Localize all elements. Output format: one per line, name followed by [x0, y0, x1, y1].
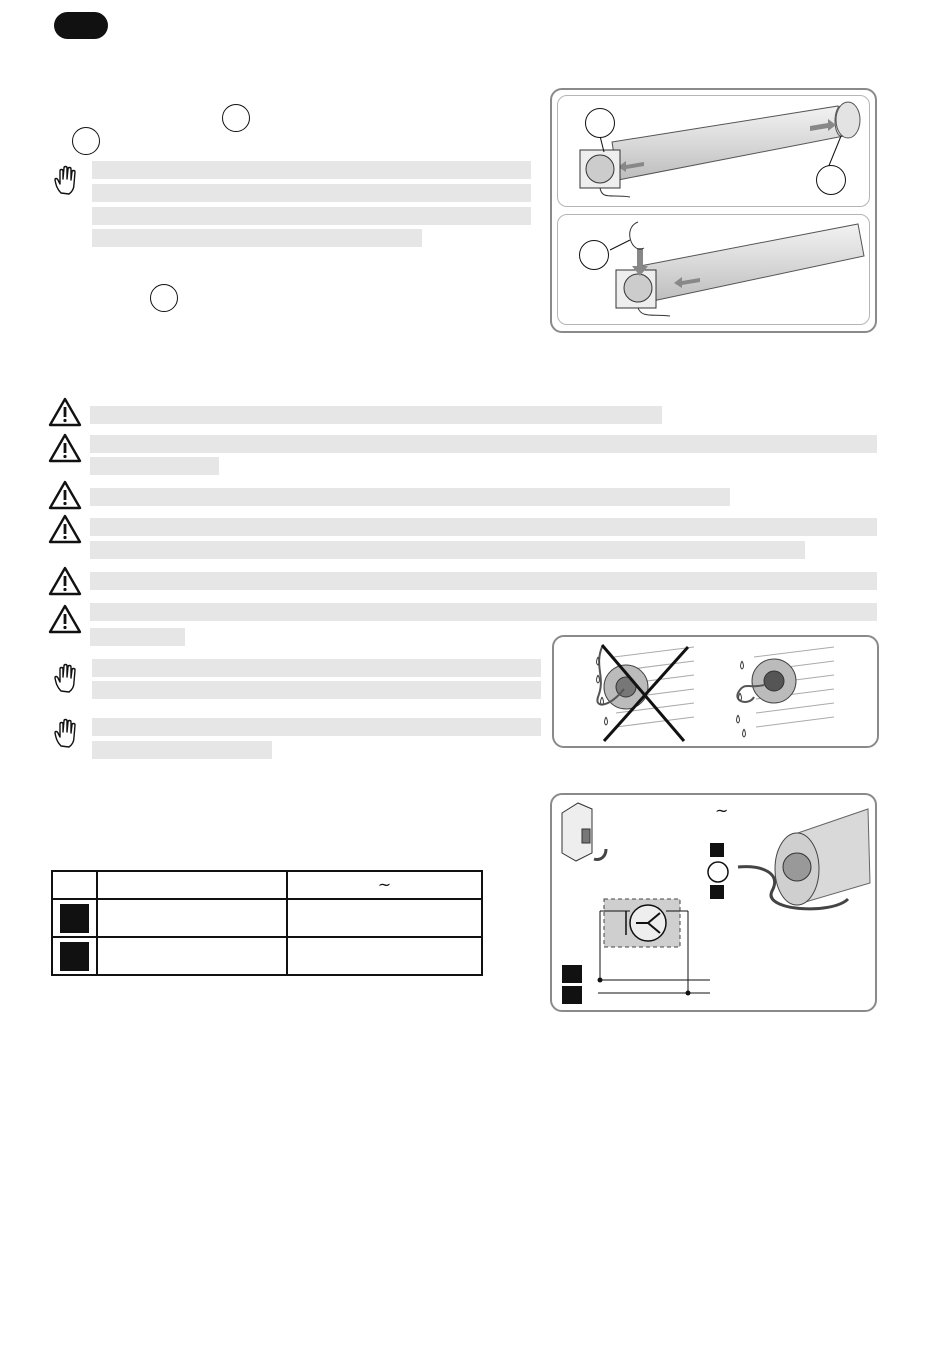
drip-loop-illustration [554, 637, 881, 750]
table-row [52, 937, 482, 975]
text-line [92, 161, 531, 179]
callout-circle [222, 104, 250, 132]
warning-triangle-icon [48, 604, 82, 634]
text-line [92, 207, 531, 225]
table-header-cell [97, 871, 287, 899]
text-line [90, 628, 185, 646]
wiring-illustration [552, 795, 879, 1014]
text-line [92, 229, 422, 247]
text-line [90, 435, 877, 453]
hand-icon [52, 661, 84, 695]
callout-circle [816, 165, 846, 195]
ac-symbol: ~ [715, 801, 729, 820]
text-line [90, 406, 662, 424]
text-line [92, 184, 531, 202]
text-line [92, 718, 541, 736]
text-line [92, 681, 541, 699]
text-line [92, 741, 272, 759]
language-tab [54, 12, 108, 39]
hand-icon [52, 716, 84, 750]
text-line [90, 518, 877, 536]
warning-triangle-icon [48, 433, 82, 463]
text-line [90, 488, 730, 506]
callout-circle [72, 127, 100, 155]
callout-circle [150, 284, 178, 312]
figure-cable-drip-loop [552, 635, 879, 748]
table-header-cell [287, 871, 482, 899]
table-row [52, 899, 482, 937]
hand-icon [52, 163, 84, 197]
table-header-cell [52, 871, 97, 899]
callout-circle [585, 108, 615, 138]
text-line [92, 659, 541, 677]
wire-color-swatch [60, 904, 89, 933]
warning-triangle-icon [48, 566, 82, 596]
warning-triangle-icon [48, 397, 82, 427]
wiring-table [51, 870, 483, 976]
callout-circle [579, 240, 609, 270]
text-line [90, 541, 805, 559]
warning-triangle-icon [48, 480, 82, 510]
text-line [90, 603, 877, 621]
ac-symbol: ~ [377, 875, 392, 894]
warning-triangle-icon [48, 514, 82, 544]
text-line [90, 457, 219, 475]
text-line [90, 572, 877, 590]
figure-motor-insertion [550, 88, 877, 333]
figure-wiring-diagram [550, 793, 877, 1012]
wire-color-swatch [60, 942, 89, 971]
